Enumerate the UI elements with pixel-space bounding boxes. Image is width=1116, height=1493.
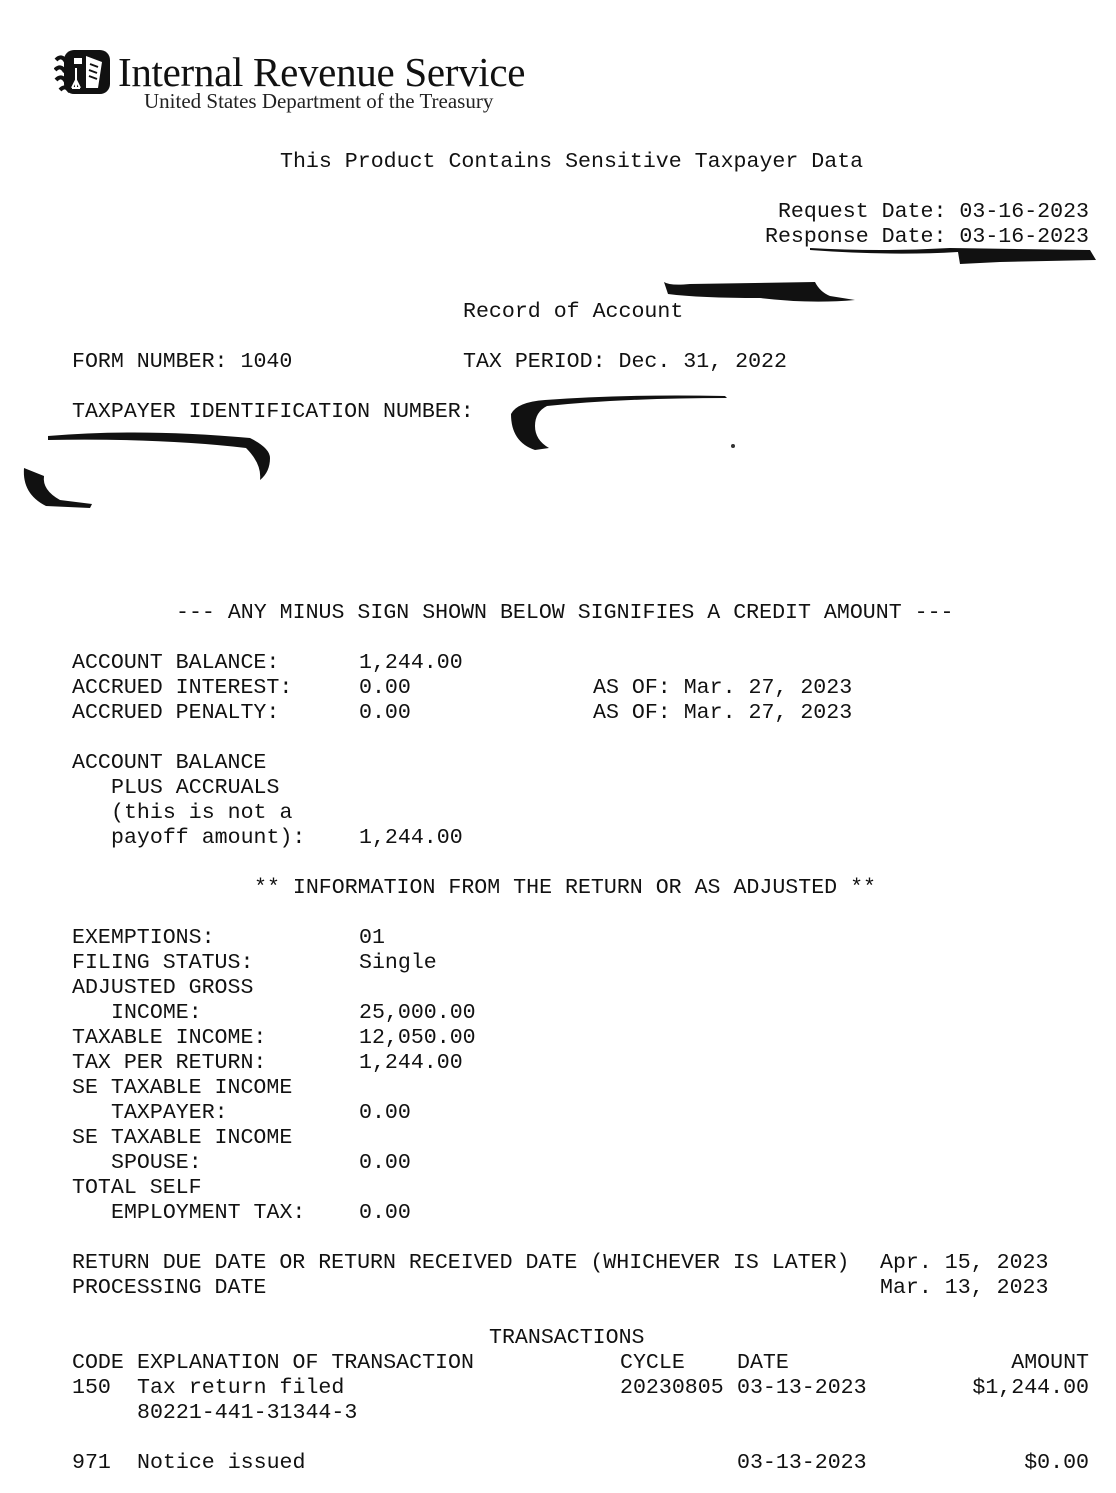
tax-period-line <box>463 350 787 375</box>
transaction-date: 03-13-2023 <box>737 1376 867 1400</box>
agi-label-1: ADJUSTED GROSS <box>72 976 254 1000</box>
transaction-cycle: 20230805 <box>620 1376 724 1400</box>
filing-status-value: Single <box>359 951 437 975</box>
se-taxpayer-value: 0.00 <box>359 1101 411 1125</box>
se-tax-label-1: TOTAL SELF <box>72 1176 202 1200</box>
transaction-amount: $1,244.00 <box>972 1376 1089 1400</box>
filing-status-label: FILING STATUS: <box>72 951 254 975</box>
se-taxpayer-label-1: SE TAXABLE INCOME <box>72 1076 293 1100</box>
transaction-explanation: Notice issued <box>137 1451 306 1475</box>
redaction-mark <box>660 276 860 310</box>
return-info-heading: ** INFORMATION FROM THE RETURN OR AS ADJUSTED ** <box>254 876 877 900</box>
tax-per-return-label: TAX PER RETURN: <box>72 1051 267 1075</box>
form-number: 1040 <box>240 350 293 374</box>
accrued-penalty-label: ACCRUED PENALTY: <box>72 701 280 725</box>
processing-date-label: PROCESSING DATE <box>72 1276 267 1300</box>
se-spouse-value: 0.00 <box>359 1151 411 1175</box>
column-header-explanation: EXPLANATION OF TRANSACTION <box>137 1351 474 1375</box>
tax-per-return-value: 1,244.00 <box>359 1051 463 1075</box>
transaction-amount: $0.00 <box>1024 1451 1089 1475</box>
transaction-date: 03-13-2023 <box>737 1451 867 1475</box>
sensitivity-notice: This Product Contains Sensitive Taxpayer Data <box>280 150 864 174</box>
accrued-interest-value: 0.00 <box>359 676 411 700</box>
taxable-income-value: 12,050.00 <box>359 1026 476 1050</box>
tax-period-label: TAX PERIOD: <box>463 350 606 374</box>
exemptions-label: EXEMPTIONS: <box>72 926 215 950</box>
se-spouse-label-2: SPOUSE: <box>111 1151 202 1175</box>
request-date-label: Request Date: <box>777 200 947 224</box>
due-date-label: RETURN DUE DATE OR RETURN RECEIVED DATE (WHICHEVER IS LATER) <box>72 1251 850 1275</box>
agency-name: Internal Revenue Service <box>118 49 526 95</box>
transaction-explanation: Tax return filed <box>137 1376 345 1400</box>
agi-label-2: INCOME: <box>111 1001 202 1025</box>
tax-period: Dec. 31, 2022 <box>618 350 787 374</box>
due-date-value: Apr. 15, 2023 <box>880 1251 1049 1275</box>
accrued-penalty-value: 0.00 <box>359 701 411 725</box>
column-header-date: DATE <box>737 1351 789 1375</box>
se-taxpayer-label-2: TAXPAYER: <box>111 1101 228 1125</box>
column-header-amount: AMOUNT <box>1011 1351 1089 1375</box>
account-balance-label: ACCOUNT BALANCE: <box>72 651 280 675</box>
se-tax-value: 0.00 <box>359 1201 411 1225</box>
transaction-dln: 80221-441-31344-3 <box>137 1401 358 1425</box>
processing-date-value: Mar. 13, 2023 <box>880 1276 1049 1300</box>
document-title: Record of Account <box>463 300 684 324</box>
form-number-label: FORM NUMBER: <box>72 350 228 374</box>
redaction-mark <box>505 392 755 454</box>
plus-accruals-label-1: ACCOUNT BALANCE <box>72 751 267 775</box>
irs-eagle-logo-icon <box>54 46 114 98</box>
credit-notice: --- ANY MINUS SIGN SHOWN BELOW SIGNIFIES A CREDIT AMOUNT --- <box>176 601 954 625</box>
taxable-income-label: TAXABLE INCOME: <box>72 1026 267 1050</box>
se-spouse-label-1: SE TAXABLE INCOME <box>72 1126 293 1150</box>
plus-accruals-label-4: payoff amount): <box>111 826 306 850</box>
request-date: 03-16-2023 <box>959 200 1089 224</box>
agency-subtitle: United States Department of the Treasury <box>144 89 494 113</box>
transactions-heading: TRANSACTIONS <box>489 1326 645 1350</box>
response-date: 03-16-2023 <box>959 225 1089 249</box>
transaction-code: 150 <box>72 1376 111 1400</box>
redaction-mark <box>20 428 280 512</box>
column-header-code: CODE <box>72 1351 124 1375</box>
accrued-interest-as-of: AS OF: Mar. 27, 2023 <box>593 676 853 700</box>
form-number-line <box>72 350 292 375</box>
plus-accruals-value: 1,244.00 <box>359 826 463 850</box>
request-date-line <box>778 200 1089 225</box>
se-tax-label-2: EMPLOYMENT TAX: <box>111 1201 306 1225</box>
transaction-code: 971 <box>72 1451 111 1475</box>
accrued-interest-label: ACCRUED INTEREST: <box>72 676 293 700</box>
column-header-cycle: CYCLE <box>620 1351 685 1375</box>
account-balance-value: 1,244.00 <box>359 651 463 675</box>
accrued-penalty-as-of: AS OF: Mar. 27, 2023 <box>593 701 853 725</box>
plus-accruals-label-3: (this is not a <box>111 801 293 825</box>
response-date-label: Response Date: <box>765 225 947 249</box>
plus-accruals-label-2: PLUS ACCRUALS <box>111 776 280 800</box>
redaction-mark <box>800 236 1100 270</box>
agi-value: 25,000.00 <box>359 1001 476 1025</box>
exemptions-value: 01 <box>359 926 385 950</box>
tin-label: TAXPAYER IDENTIFICATION NUMBER: <box>72 400 474 424</box>
